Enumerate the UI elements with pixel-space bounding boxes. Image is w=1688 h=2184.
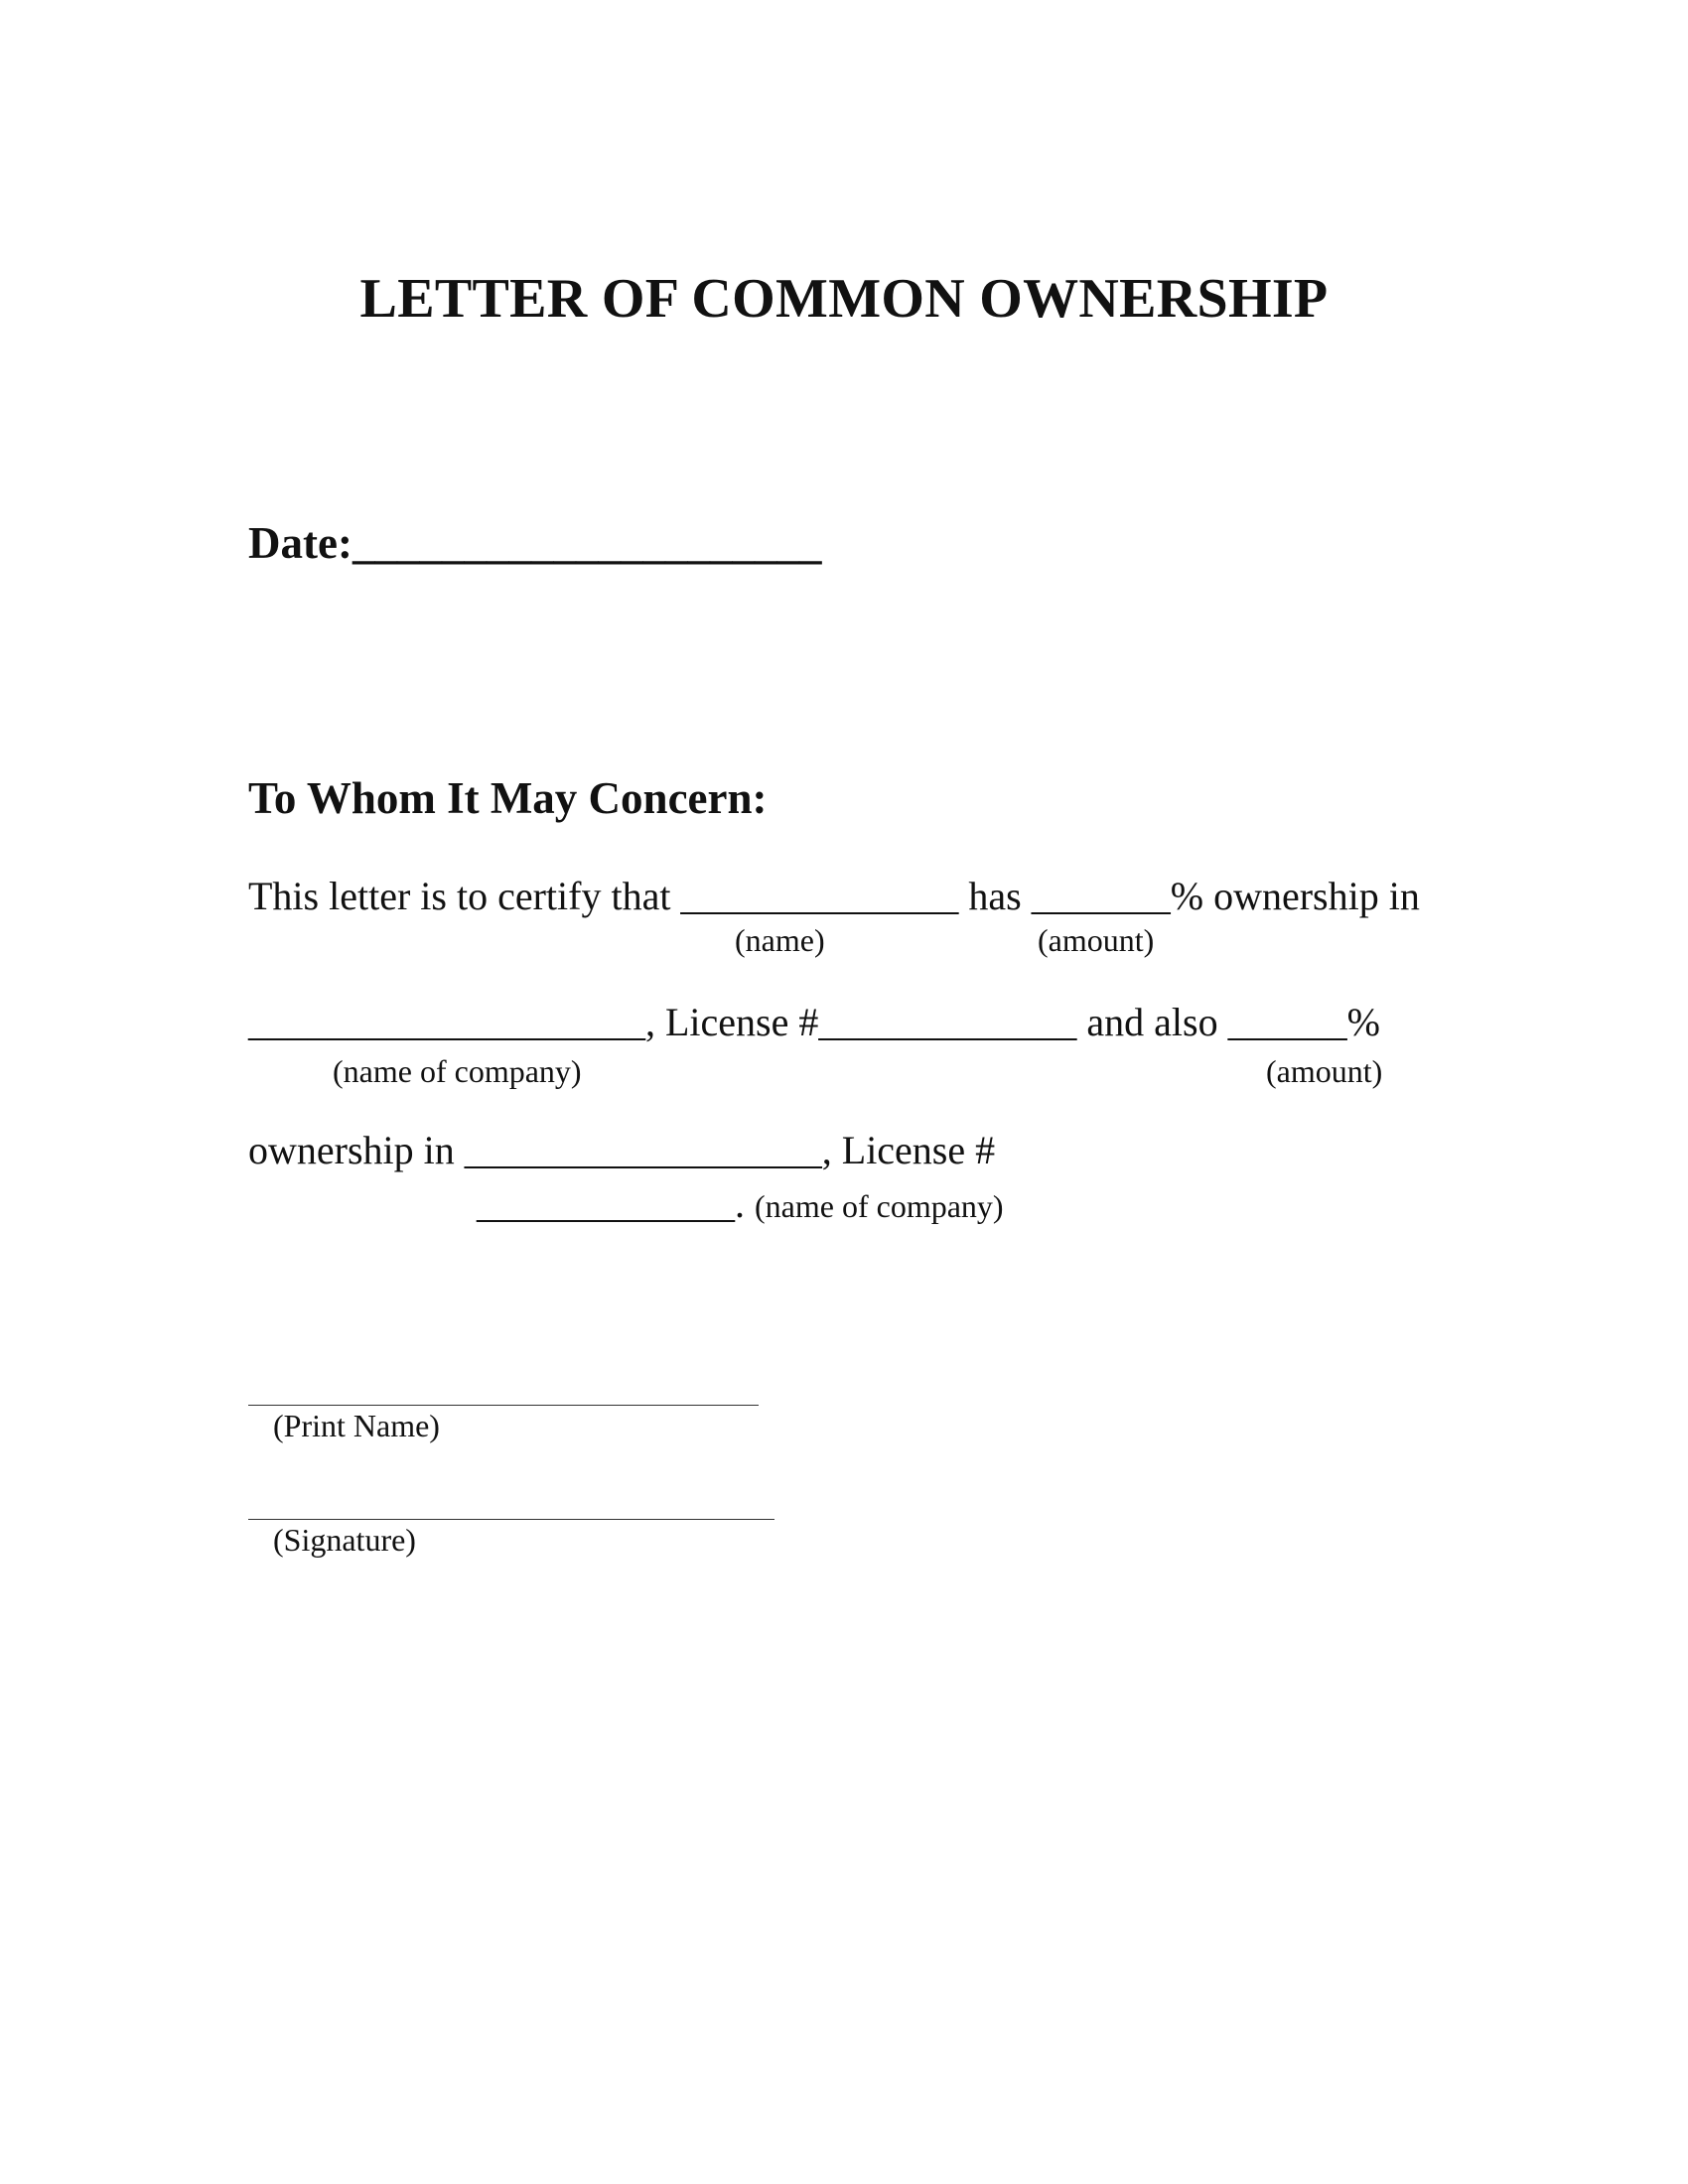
license-number-blank[interactable]: _____________.: [477, 1181, 755, 1226]
license-number-line[interactable]: [477, 1181, 1004, 1226]
print-name-label: (Print Name): [273, 1408, 440, 1443]
document-title: LETTER OF COMMON OWNERSHIP: [359, 268, 1329, 330]
print-name-line[interactable]: [248, 1405, 759, 1406]
second-amount-hint: (amount): [1266, 1053, 1383, 1089]
amount-hint: (amount): [1038, 922, 1155, 958]
salutation: To Whom It May Concern:: [248, 773, 768, 823]
signature-label: (Signature): [273, 1522, 416, 1558]
signature-line[interactable]: [248, 1519, 774, 1520]
second-company-name-hint: (name of company): [755, 1188, 1004, 1224]
company-license-line[interactable]: ____________________, License #_____________ and also ______%: [248, 1000, 1380, 1044]
name-hint: (name): [735, 922, 825, 958]
company-name-hint: (name of company): [333, 1053, 582, 1089]
certify-line[interactable]: This letter is to certify that ______________ has _______% ownership in: [248, 874, 1420, 918]
date-field[interactable]: Date:_____________________: [248, 518, 822, 568]
ownership-line[interactable]: ownership in __________________, License #: [248, 1128, 996, 1172]
